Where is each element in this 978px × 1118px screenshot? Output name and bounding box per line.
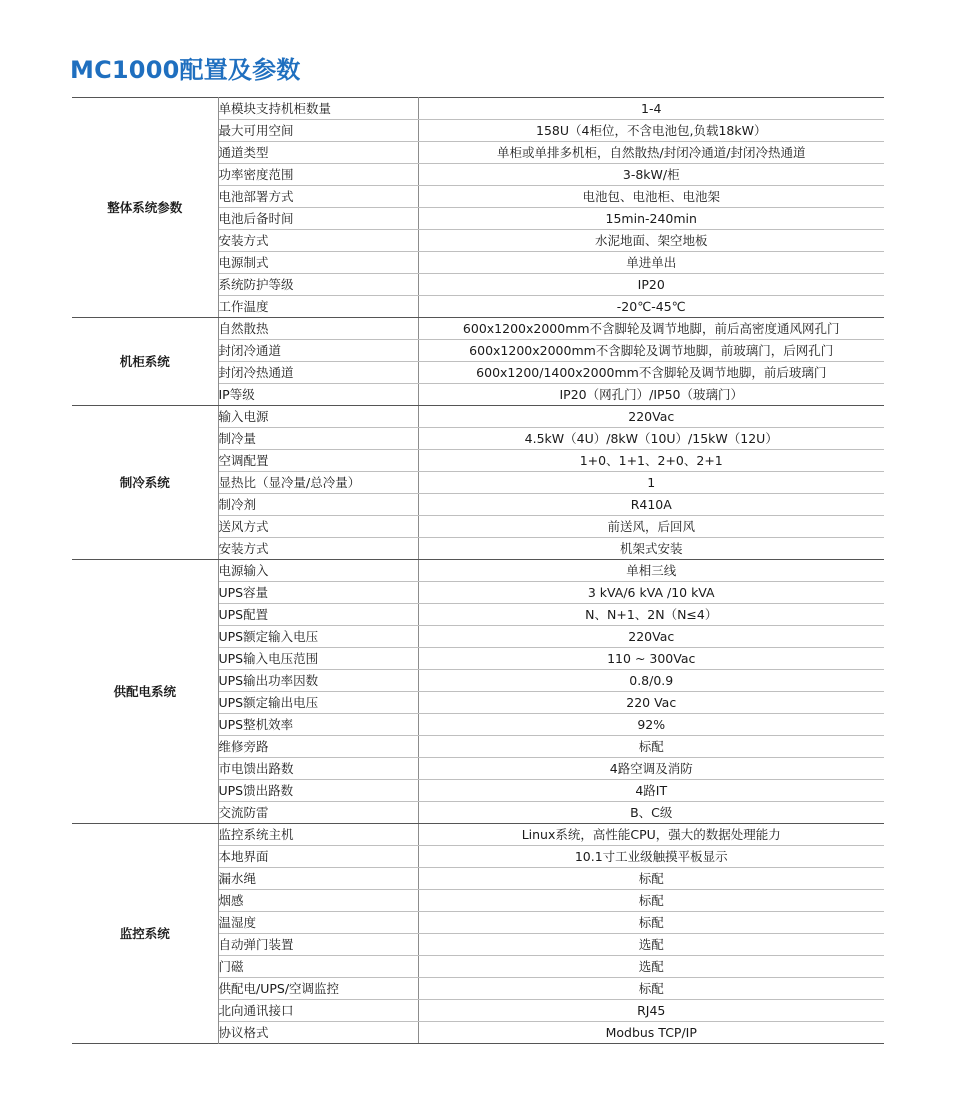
param-value: IP20（网孔门）/IP50（玻璃门）	[418, 384, 884, 406]
param-name: 显热比（显冷量/总冷量）	[218, 472, 418, 494]
spec-table	[72, 97, 884, 1044]
table-row	[72, 406, 884, 428]
param-value: 标配	[418, 890, 884, 912]
param-name: 交流防雷	[218, 802, 418, 824]
param-value: 220 Vac	[418, 692, 884, 714]
param-name: 空调配置	[218, 450, 418, 472]
param-value: 600x1200x2000mm不含脚轮及调节地脚，前玻璃门，后网孔门	[418, 340, 884, 362]
param-value: 选配	[418, 934, 884, 956]
param-name: 自然散热	[218, 318, 418, 340]
param-name: 本地界面	[218, 846, 418, 868]
param-name: 电池后备时间	[218, 208, 418, 230]
param-name: 电池部署方式	[218, 186, 418, 208]
param-name: UPS整机效率	[218, 714, 418, 736]
param-value: 选配	[418, 956, 884, 978]
param-name: UPS配置	[218, 604, 418, 626]
param-name: 电源输入	[218, 560, 418, 582]
param-name: 制冷剂	[218, 494, 418, 516]
group-section	[72, 406, 884, 560]
param-name: 制冷量	[218, 428, 418, 450]
param-value: 4.5kW（4U）/8kW（10U）/15kW（12U）	[418, 428, 884, 450]
param-value: 标配	[418, 978, 884, 1000]
param-value: 3-8kW/柜	[418, 164, 884, 186]
param-name: 协议格式	[218, 1022, 418, 1044]
param-value: 158U（4柜位，不含电池包,负载18kW）	[418, 120, 884, 142]
param-name: 封闭冷通道	[218, 340, 418, 362]
table-row	[72, 560, 884, 582]
param-value: IP20	[418, 274, 884, 296]
param-value: 3 kVA/6 kVA /10 kVA	[418, 582, 884, 604]
group-name: 整体系统参数	[72, 98, 218, 318]
group-section	[72, 824, 884, 1044]
param-name: 监控系统主机	[218, 824, 418, 846]
param-value: 1-4	[418, 98, 884, 120]
param-value: 110 ~ 300Vac	[418, 648, 884, 670]
param-value: Modbus TCP/IP	[418, 1022, 884, 1044]
param-value: 标配	[418, 912, 884, 934]
param-name: UPS容量	[218, 582, 418, 604]
group-name: 机柜系统	[72, 318, 218, 406]
param-name: 烟感	[218, 890, 418, 912]
param-value: 水泥地面、架空地板	[418, 230, 884, 252]
param-value: 0.8/0.9	[418, 670, 884, 692]
param-value: 前送风，后回风	[418, 516, 884, 538]
param-name: UPS馈出路数	[218, 780, 418, 802]
param-name: UPS额定输出电压	[218, 692, 418, 714]
param-name: 北向通讯接口	[218, 1000, 418, 1022]
param-name: 安装方式	[218, 538, 418, 560]
param-value: 220Vac	[418, 406, 884, 428]
param-value: 92%	[418, 714, 884, 736]
group-name: 监控系统	[72, 824, 218, 1044]
param-name: UPS额定输入电压	[218, 626, 418, 648]
table-row	[72, 824, 884, 846]
table-row	[72, 318, 884, 340]
param-value: 机架式安装	[418, 538, 884, 560]
param-value: -20℃-45℃	[418, 296, 884, 318]
param-name: 供配电/UPS/空调监控	[218, 978, 418, 1000]
param-value: 单进单出	[418, 252, 884, 274]
param-value: 10.1寸工业级触摸平板显示	[418, 846, 884, 868]
param-name: 温湿度	[218, 912, 418, 934]
param-name: 工作温度	[218, 296, 418, 318]
param-name: 最大可用空间	[218, 120, 418, 142]
param-name: 输入电源	[218, 406, 418, 428]
param-value: 电池包、电池柜、电池架	[418, 186, 884, 208]
param-value: 1+0、1+1、2+0、2+1	[418, 450, 884, 472]
param-value: 标配	[418, 868, 884, 890]
param-name: 功率密度范围	[218, 164, 418, 186]
group-section	[72, 560, 884, 824]
param-value: RJ45	[418, 1000, 884, 1022]
param-value: 单相三线	[418, 560, 884, 582]
param-name: 封闭冷热通道	[218, 362, 418, 384]
table-row	[72, 98, 884, 120]
group-name: 供配电系统	[72, 560, 218, 824]
param-name: 单模块支持机柜数量	[218, 98, 418, 120]
param-name: UPS输入电压范围	[218, 648, 418, 670]
param-name: 通道类型	[218, 142, 418, 164]
param-value: B、C级	[418, 802, 884, 824]
param-name: 自动弹门装置	[218, 934, 418, 956]
param-name: 送风方式	[218, 516, 418, 538]
param-name: 漏水绳	[218, 868, 418, 890]
param-value: 15min-240min	[418, 208, 884, 230]
group-section	[72, 318, 884, 406]
page-title: MC1000配置及参数	[70, 56, 301, 84]
param-value: 标配	[418, 736, 884, 758]
param-name: 系统防护等级	[218, 274, 418, 296]
param-value: 600x1200/1400x2000mm不含脚轮及调节地脚，前后玻璃门	[418, 362, 884, 384]
param-value: 1	[418, 472, 884, 494]
param-name: 门磁	[218, 956, 418, 978]
param-name: UPS输出功率因数	[218, 670, 418, 692]
param-value: 600x1200x2000mm不含脚轮及调节地脚，前后高密度通风网孔门	[418, 318, 884, 340]
param-value: R410A	[418, 494, 884, 516]
group-section	[72, 98, 884, 318]
param-value: 220Vac	[418, 626, 884, 648]
param-value: 4路IT	[418, 780, 884, 802]
group-name: 制冷系统	[72, 406, 218, 560]
param-name: 市电馈出路数	[218, 758, 418, 780]
param-name: 维修旁路	[218, 736, 418, 758]
param-value: N、N+1、2N（N≤4）	[418, 604, 884, 626]
param-name: 安装方式	[218, 230, 418, 252]
param-value: 4路空调及消防	[418, 758, 884, 780]
param-value: Linux系统，高性能CPU，强大的数据处理能力	[418, 824, 884, 846]
param-value: 单柜或单排多机柜，自然散热/封闭冷通道/封闭冷热通道	[418, 142, 884, 164]
param-name: 电源制式	[218, 252, 418, 274]
param-name: IP等级	[218, 384, 418, 406]
